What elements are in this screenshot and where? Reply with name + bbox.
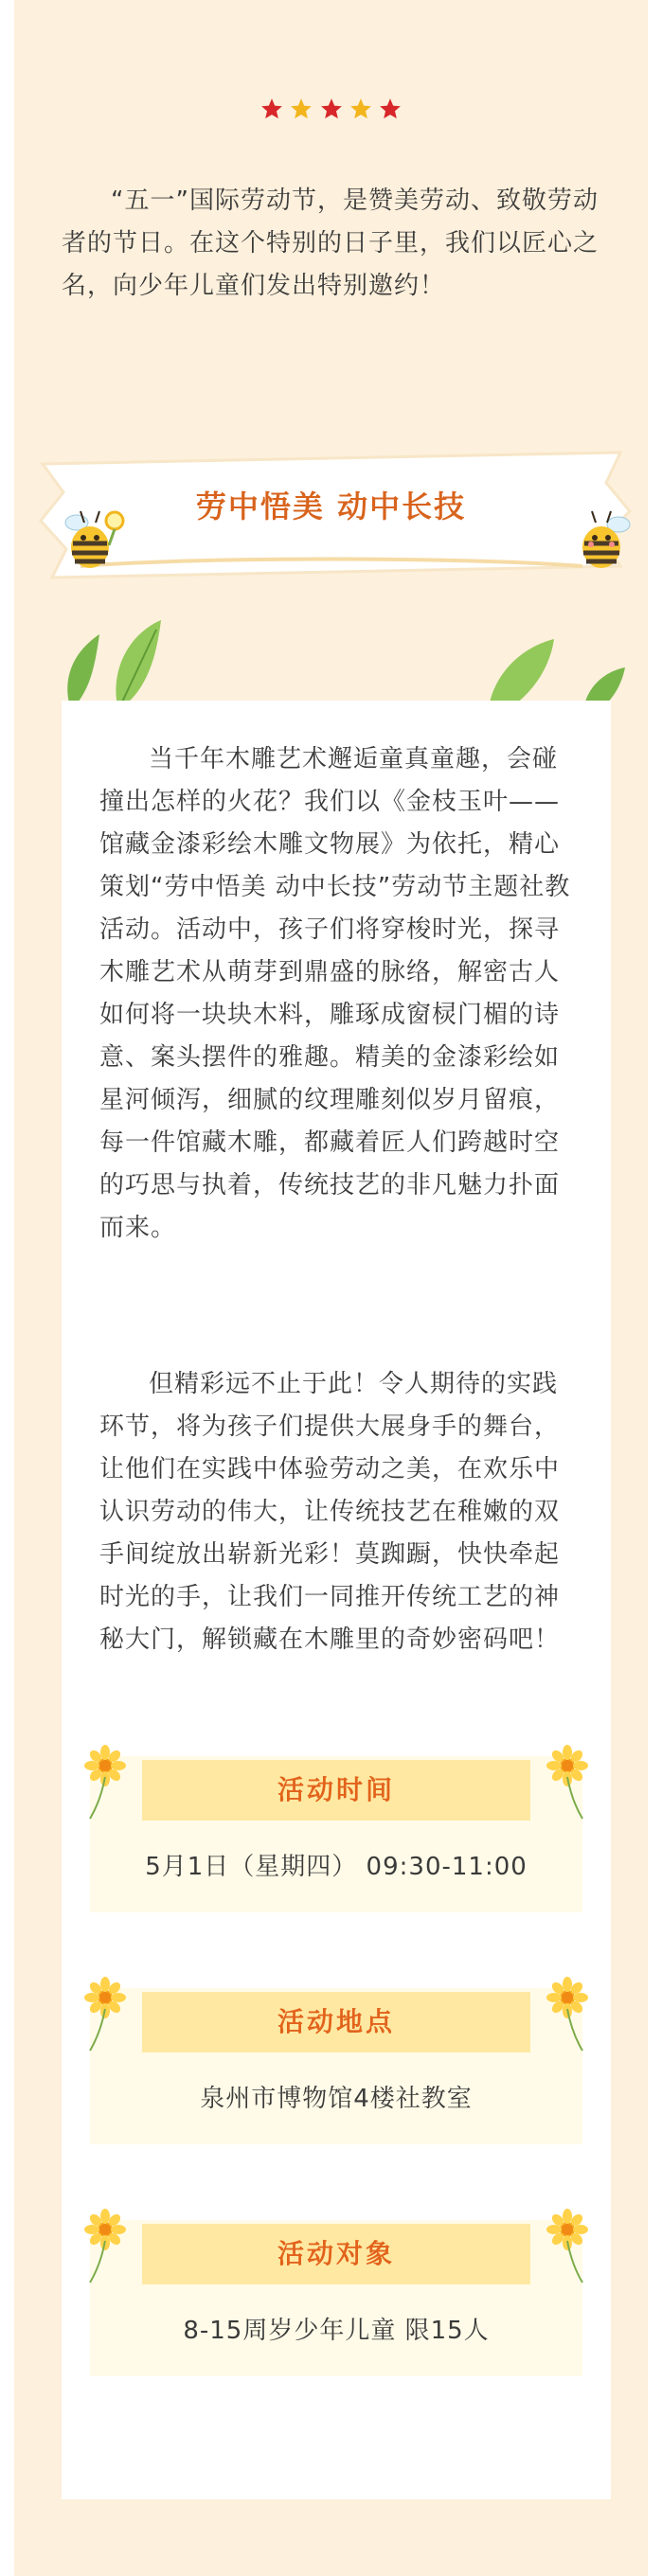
flower-icon xyxy=(82,1977,132,2052)
star-icon xyxy=(289,97,313,121)
info-label-audience: 活动对象 xyxy=(142,2224,530,2284)
article-page xyxy=(14,0,648,2576)
info-value-location: 泉州市博物馆4楼社教室 xyxy=(200,2085,473,2113)
info-label-location: 活动地点 xyxy=(142,1992,530,2052)
info-value-audience: 8-15周岁少年儿童 限15人 xyxy=(183,2317,490,2345)
section-banner xyxy=(14,445,648,587)
flower-icon xyxy=(82,2209,132,2284)
info-label-time: 活动时间 xyxy=(142,1760,530,1821)
info-box-location xyxy=(90,1988,582,2144)
banner-title: 劳中悟美 动中长技 xyxy=(195,489,467,524)
star-icon xyxy=(319,97,344,121)
intro-text: “五一”国际劳动节，是赞美劳动、致敬劳动者的节日。在这个特别的日子里，我们以匠心之名，向少年儿童们发出特别邀约！ xyxy=(62,187,599,300)
flower-icon xyxy=(82,1745,132,1821)
bee-icon xyxy=(52,502,128,577)
bee-icon xyxy=(564,502,639,577)
star-icon xyxy=(378,97,403,121)
info-box-time xyxy=(90,1756,582,1912)
flower-icon xyxy=(541,1977,590,2052)
content-card xyxy=(62,701,611,2499)
leaf-decoration xyxy=(52,615,166,710)
info-value-time: 5月1日（星期四） 09:30-11:00 xyxy=(145,1853,528,1881)
star-icon xyxy=(349,97,373,121)
flower-icon xyxy=(541,1745,590,1821)
star-icon xyxy=(259,97,284,121)
star-row xyxy=(14,97,648,125)
article-paragraph-1: 当千年木雕艺术邂逅童真童趣，会碰撞出怎样的火花？我们以《金枝玉叶——馆藏金漆彩绘木雕文物展》为依托，精心策划“劳中悟美 动中长技”劳动节主题社教活动。活动中，孩子们将穿梭时光，探寻木雕艺术从萌芽到鼎盛的脉络，解密古人如何将一块块木料，雕琢成窗棂门楣的诗意、案头摆件的雅趣。精美的金漆彩绘如星河倾泻，细腻的纹理雕刻似岁月留痕，每一件馆藏木雕，都藏着匠人们跨越时空的巧思与执着，传统技艺的非凡魅力扑面而来。 xyxy=(99,745,571,1242)
info-box-audience xyxy=(90,2220,582,2376)
flower-icon xyxy=(541,2209,590,2284)
article-paragraph-2: 但精彩远不止于此！令人期待的实践环节，将为孩子们提供大展身手的舞台，让他们在实践中体验劳动之美，在欢乐中认识劳动的伟大，让传统技艺在稚嫩的双手间绽放出崭新光彩！莫踟蹰，快快牵起时光的手，让我们一同推开传统工艺的神秘大门，解锁藏在木雕里的奇妙密码吧！ xyxy=(99,1370,561,1654)
